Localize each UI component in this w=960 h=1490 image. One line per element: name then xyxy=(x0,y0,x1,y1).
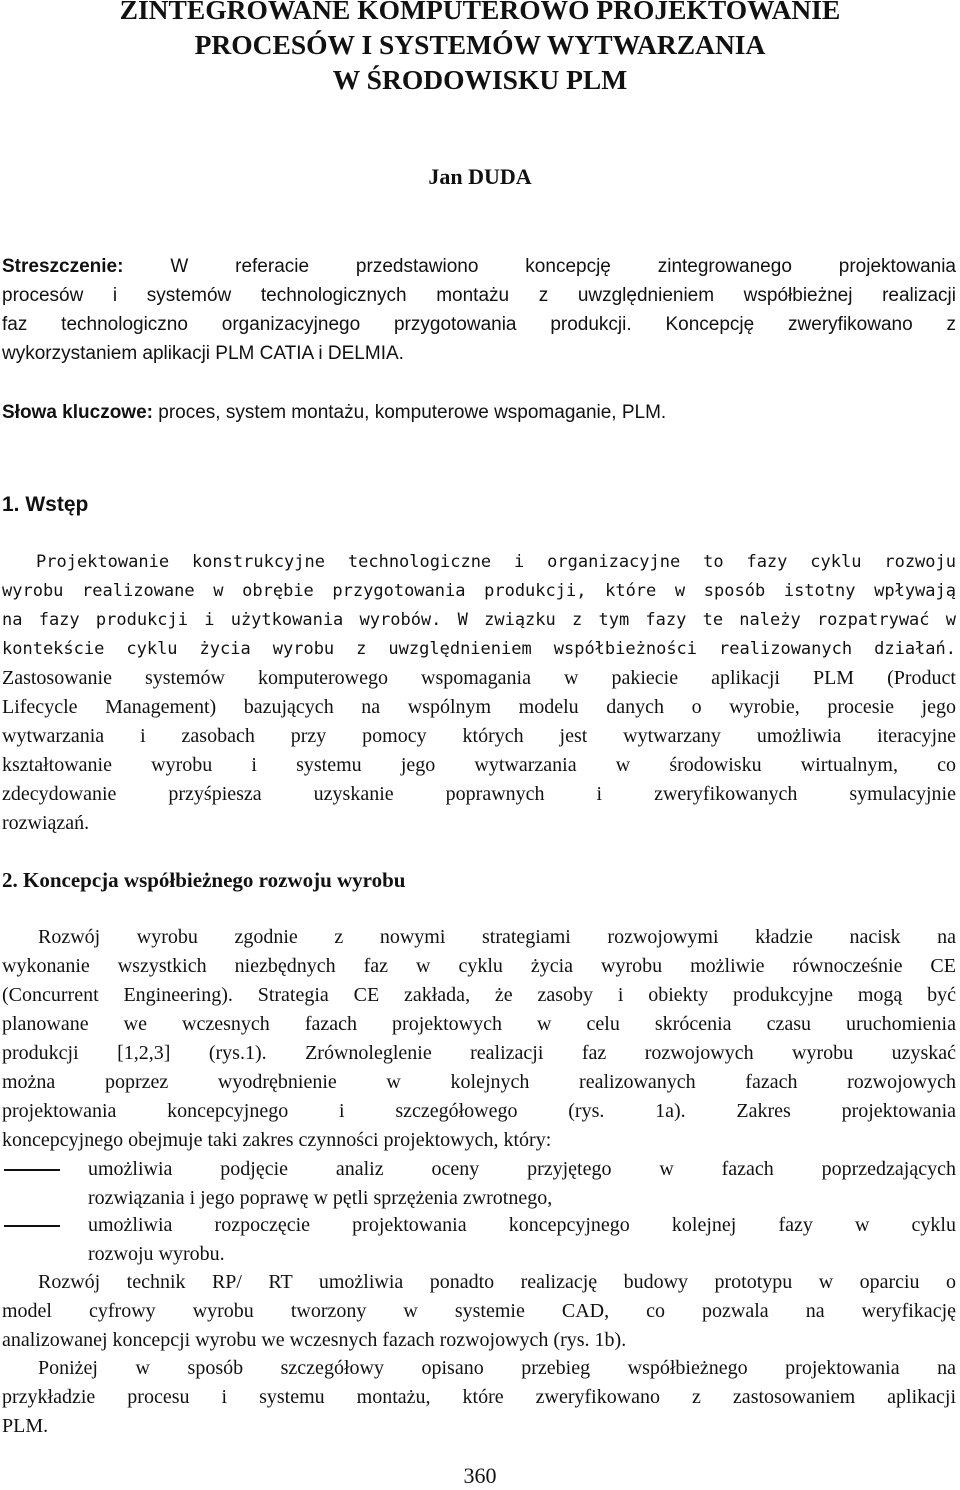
body-line: Poniżej w sposób szczegółowy opisano przebieg współbieżnego projektowania na xyxy=(38,1357,956,1379)
body-line: Zastosowanie systemów komputerowego wspomagania w pakiecie aplikacji PLM (Product xyxy=(2,667,956,689)
title-line-2: PROCESÓW I SYSTEMÓW WYTWARZANIA xyxy=(194,29,766,60)
abstract xyxy=(2,252,956,368)
title-line-3: W ŚRODOWISKU PLM xyxy=(332,64,628,95)
body-line: kontekście cyklu życia wyrobu z uwzględnieniem współbieżności realizowanych działań. xyxy=(2,639,956,659)
list-item xyxy=(2,1211,956,1269)
body-line: model cyfrowy wyrobu tworzony w systemie CAD, co pozwala na weryfikację xyxy=(2,1300,956,1322)
body-line: Rozwój technik RP/ RT umożliwia ponadto realizację budowy prototypu w oparciu o xyxy=(38,1271,956,1293)
list-item xyxy=(2,1155,956,1213)
section-2-paragraph-1 xyxy=(2,923,956,1155)
body-line: rozwiązań. xyxy=(2,812,90,834)
section-2-paragraph-3 xyxy=(2,1354,956,1441)
keywords xyxy=(2,398,956,427)
list-line: rozwoju wyrobu. xyxy=(88,1243,225,1265)
section-2-heading: 2. Koncepcja współbieżnego rozwoju wyrobu xyxy=(2,868,406,892)
body-line: projektowania koncepcyjnego i szczegółowego (rys. 1a). Zakres projektowania xyxy=(2,1100,956,1122)
body-line: produkcji [1,2,3] (rys.1). Zrównoleglenie realizacji faz rozwojowych wyrobu uzyskać xyxy=(2,1042,956,1064)
abstract-label: Streszczenie: xyxy=(2,256,124,277)
author-name: Jan DUDA xyxy=(428,164,532,189)
body-line: można poprzez wyodrębnienie w kolejnych realizowanych fazach rozwojowych xyxy=(2,1071,956,1093)
body-line: koncepcyjnego obejmuje taki zakres czynności projektowych, który: xyxy=(2,1129,552,1151)
body-line: Rozwój wyrobu zgodnie z nowymi strategiami rozwojowymi kładzie nacisk na xyxy=(38,926,956,948)
list-line: umożliwia rozpoczęcie projektowania koncepcyjnego kolejnej fazy w cyklu xyxy=(88,1214,956,1236)
body-line: wykonanie wszystkich niezbędnych faz w cyklu życia wyrobu możliwie równocześnie CE xyxy=(2,955,956,977)
body-line: Lifecycle Management) bazujących na wspólnym modelu danych o wyrobie, procesie jego xyxy=(2,696,956,718)
abstract-line: faz technologiczno organizacyjnego przygotowania produkcji. Koncepcję zweryfikowano z xyxy=(2,314,956,335)
body-line: na fazy produkcji i użytkowania wyrobów. W związku z tym fazy te należy rozpatrywać w xyxy=(2,610,956,630)
section-2-paragraph-2 xyxy=(2,1268,956,1355)
section-1-body xyxy=(2,548,956,838)
keywords-text: proces, system montażu, komputerowe wspomaganie, PLM. xyxy=(158,402,667,423)
body-line: zdecydowanie przyśpiesza uzyskanie poprawnych i zweryfikowanych symulacyjnie xyxy=(2,783,956,805)
abstract-line: Streszczenie: W referacie przedstawiono koncepcję zintegrowanego projektowania xyxy=(2,256,956,277)
body-line: planowane we wczesnych fazach projektowych w celu skrócenia czasu uruchomienia xyxy=(2,1013,956,1035)
body-line: (Concurrent Engineering). Strategia CE zakłada, że zasoby i obiekty produkcyjne mogą być xyxy=(2,984,956,1006)
abstract-line: procesów i systemów technologicznych montażu z uwzględnieniem współbieżnej realizacji xyxy=(2,285,956,306)
body-line: wytwarzania i zasobach przy pomocy których jest wytwarzany umożliwia iteracyjne xyxy=(2,725,956,747)
body-line: PLM. xyxy=(2,1415,49,1437)
paper-title xyxy=(0,0,960,97)
page-number: 360 xyxy=(463,1463,497,1488)
list-line: rozwiązania i jego poprawę w pętli sprzężenia zwrotnego, xyxy=(88,1187,553,1209)
abstract-line: wykorzystaniem aplikacji PLM CATIA i DELMIA. xyxy=(2,343,404,364)
body-line: przykładzie procesu i systemu montażu, które zweryfikowano z zastosowaniem aplikacji xyxy=(2,1386,956,1408)
title-line-1: ZINTEGROWANE KOMPUTEROWO PROJEKTOWANIE xyxy=(119,0,841,25)
body-line: kształtowanie wyrobu i systemu jego wytwarzania w środowisku wirtualnym, co xyxy=(2,754,956,776)
keywords-label: Słowa kluczowe: xyxy=(2,402,153,423)
section-1-heading: 1. Wstęp xyxy=(2,493,89,516)
list-line: umożliwia podjęcie analiz oceny przyjętego w fazach poprzedzających xyxy=(88,1158,956,1180)
body-line: wyrobu realizowane w obrębie przygotowania produkcji, które w sposób istotny wpływają xyxy=(2,581,956,601)
body-line: Projektowanie konstrukcyjne technologiczne i organizacyjne to fazy cyklu rozwoju xyxy=(36,552,956,572)
body-line: analizowanej koncepcji wyrobu we wczesnych fazach rozwojowych (rys. 1b). xyxy=(2,1329,627,1351)
